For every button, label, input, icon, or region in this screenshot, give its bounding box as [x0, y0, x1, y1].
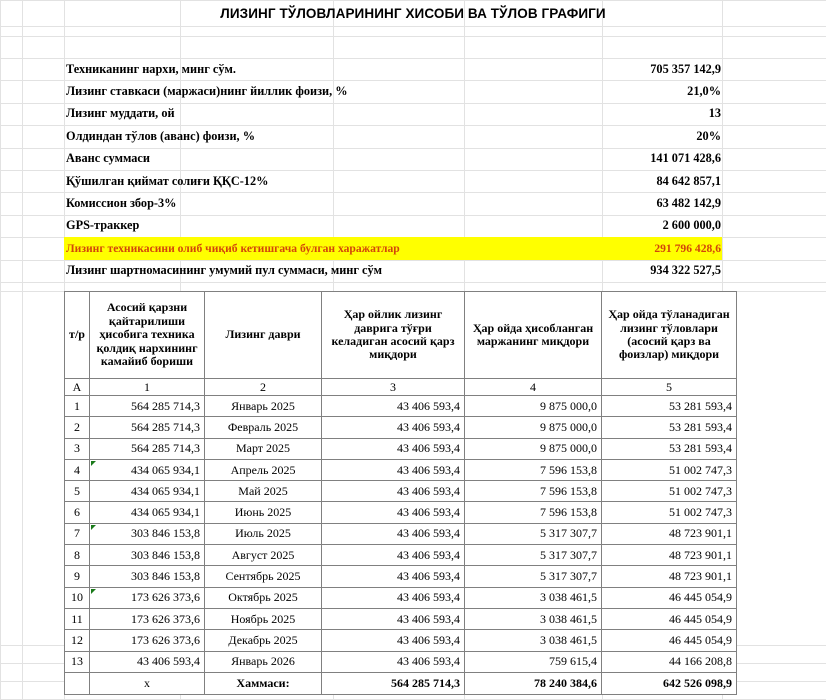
cell-principal-balance: 434 065 934,1 [90, 502, 205, 523]
table-row [65, 545, 737, 566]
header-principal-balance: Асосий қарзни қайтарилиши ҳисобига техника қолдиқ нархининг камайиб бориши [90, 292, 205, 379]
parameter-value: 291 796 428,6 [654, 241, 721, 255]
cell-period: Сентябрь 2025 [205, 566, 322, 587]
table-row [65, 459, 737, 480]
total-cell-period: Хаммаси: [205, 672, 322, 694]
cell-principal-balance: 43 406 593,4 [90, 651, 205, 672]
cell-period: Январь 2025 [205, 396, 322, 417]
cell-margin: 3 038 461,5 [465, 630, 602, 651]
cell-margin: 5 317 307,7 [465, 523, 602, 544]
cell-margin: 9 875 000,0 [465, 417, 602, 438]
total-cell-index [65, 672, 90, 694]
cell-margin: 3 038 461,5 [465, 608, 602, 629]
table-row [65, 651, 737, 672]
parameter-label: Лизинг шартномасининг умумий пул суммаси, минг сўм [66, 263, 383, 278]
cell-principal-balance: 303 846 153,8 [90, 523, 205, 544]
cell-principal-payment: 43 406 593,4 [322, 608, 465, 629]
total-cell-principal-balance: х [90, 672, 205, 694]
cell-period: Февраль 2025 [205, 417, 322, 438]
parameter-value: 84 642 857,1 [656, 173, 721, 188]
parameter-label: Лизинг ставкаси (маржаси)нинг йиллик фоизи, % [66, 84, 348, 99]
cell-total-payment: 48 723 901,1 [602, 566, 737, 587]
table-row [65, 438, 737, 459]
cell-principal-payment: 43 406 593,4 [322, 630, 465, 651]
cell-total-payment: 51 002 747,3 [602, 459, 737, 480]
cell-principal-balance: 303 846 153,8 [90, 545, 205, 566]
colnum-4: 4 [465, 379, 602, 396]
grid-row-line [0, 36, 826, 37]
cell-principal-balance: 173 626 373,6 [90, 608, 205, 629]
cell-principal-payment: 43 406 593,4 [322, 545, 465, 566]
header-total-payment: Ҳар ойда тўланадиган лизинг тўловлари (асосий қарз ва фоизлар) миқдори [602, 292, 737, 379]
colnum-2: 2 [205, 379, 322, 396]
parameter-value: 2 600 000,0 [662, 218, 721, 233]
cell-period: Май 2025 [205, 481, 322, 502]
cell-index: 9 [65, 566, 90, 587]
parameter-value: 705 357 142,9 [650, 61, 721, 76]
cell-index: 8 [65, 545, 90, 566]
cell-principal-balance: 564 285 714,3 [90, 396, 205, 417]
total-cell-total-payment: 642 526 098,9 [602, 672, 737, 694]
table-row [65, 608, 737, 629]
cell-principal-payment: 43 406 593,4 [322, 502, 465, 523]
cell-period: Август 2025 [205, 545, 322, 566]
parameter-value: 63 482 142,9 [656, 196, 721, 211]
parameter-row [64, 170, 722, 192]
cell-principal-balance: 434 065 934,1 [90, 459, 205, 480]
parameter-label: Лизинг муддати, ой [66, 106, 175, 121]
cell-total-payment: 48 723 901,1 [602, 523, 737, 544]
grid-row-line [0, 26, 826, 27]
cell-index: 13 [65, 651, 90, 672]
page-title [0, 0, 826, 26]
cell-index: 2 [65, 417, 90, 438]
cell-total-payment: 53 281 593,4 [602, 438, 737, 459]
schedule-header-row [65, 292, 737, 379]
cell-period: Ноябрь 2025 [205, 608, 322, 629]
schedule-column-numbers-row [65, 379, 737, 396]
payment-schedule-table [64, 291, 737, 695]
cell-margin: 5 317 307,7 [465, 566, 602, 587]
cell-principal-payment: 43 406 593,4 [322, 587, 465, 608]
cell-margin: 7 596 153,8 [465, 481, 602, 502]
cell-principal-payment: 43 406 593,4 [322, 651, 465, 672]
cell-index: 4 [65, 459, 90, 480]
cell-principal-payment: 43 406 593,4 [322, 523, 465, 544]
table-row [65, 417, 737, 438]
cell-total-payment: 46 445 054,9 [602, 587, 737, 608]
colnum-5: 5 [602, 379, 737, 396]
cell-principal-payment: 43 406 593,4 [322, 417, 465, 438]
page-title-text: ЛИЗИНГ ТЎЛОВЛАРИНИНГ ХИСОБИ ВА ТЎЛОВ ГРАФИГИ [220, 5, 606, 21]
cell-margin: 9 875 000,0 [465, 438, 602, 459]
schedule-header [65, 292, 737, 396]
parameters-block [64, 58, 722, 282]
parameter-row [64, 103, 722, 125]
parameter-row [64, 192, 722, 214]
cell-total-payment: 53 281 593,4 [602, 396, 737, 417]
header-index: т/р [65, 292, 90, 379]
cell-principal-payment: 43 406 593,4 [322, 396, 465, 417]
colnum-1: 1 [90, 379, 205, 396]
parameter-row [64, 80, 722, 102]
cell-index: 1 [65, 396, 90, 417]
table-row [65, 396, 737, 417]
cell-margin: 5 317 307,7 [465, 545, 602, 566]
parameter-value: 141 071 428,6 [650, 151, 721, 166]
cell-margin: 7 596 153,8 [465, 459, 602, 480]
parameter-label: Олдиндан тўлов (аванс) фоизи, % [66, 128, 255, 143]
cell-total-payment: 51 002 747,3 [602, 481, 737, 502]
cell-principal-balance: 173 626 373,6 [90, 630, 205, 651]
table-row [65, 566, 737, 587]
cell-total-payment: 46 445 054,9 [602, 608, 737, 629]
cell-index: 6 [65, 502, 90, 523]
parameter-value: 20% [696, 128, 721, 143]
cell-period: Март 2025 [205, 438, 322, 459]
cell-margin: 9 875 000,0 [465, 396, 602, 417]
parameter-label: Аванс суммаси [66, 151, 150, 166]
colnum-a: А [65, 379, 90, 396]
cell-index: 3 [65, 438, 90, 459]
parameter-label: Қўшилган қиймат солиғи ҚҚС-12% [66, 173, 269, 188]
cell-total-payment: 46 445 054,9 [602, 630, 737, 651]
parameter-value: 21,0% [687, 84, 721, 99]
header-period: Лизинг даври [205, 292, 322, 379]
grid-row-line [0, 282, 826, 283]
cell-index: 5 [65, 481, 90, 502]
cell-period: Январь 2026 [205, 651, 322, 672]
parameter-value: 934 322 527,5 [650, 263, 721, 278]
parameter-value: 13 [708, 106, 721, 121]
cell-principal-balance: 303 846 153,8 [90, 566, 205, 587]
cell-index: 12 [65, 630, 90, 651]
parameter-row [64, 215, 722, 237]
cell-total-payment: 53 281 593,4 [602, 417, 737, 438]
table-row [65, 502, 737, 523]
cell-margin: 7 596 153,8 [465, 502, 602, 523]
parameter-label: Лизинг техникасини олиб чиқиб кетишгача булган харажатлар [66, 241, 400, 255]
table-total-row [65, 672, 737, 694]
cell-principal-balance: 173 626 373,6 [90, 587, 205, 608]
header-principal-payment: Ҳар ойлик лизинг даврига тўғри келадиган асосий қарз миқдори [322, 292, 465, 379]
cell-principal-balance: 564 285 714,3 [90, 438, 205, 459]
cell-period: Октябрь 2025 [205, 587, 322, 608]
parameter-label: Комиссион збор-3% [66, 196, 177, 211]
cell-index: 7 [65, 523, 90, 544]
parameter-row [64, 260, 722, 282]
cell-principal-payment: 43 406 593,4 [322, 438, 465, 459]
cell-margin: 3 038 461,5 [465, 587, 602, 608]
cell-total-payment: 48 723 901,1 [602, 545, 737, 566]
cell-principal-payment: 43 406 593,4 [322, 459, 465, 480]
table-row [65, 630, 737, 651]
cell-period: Апрель 2025 [205, 459, 322, 480]
parameter-row [64, 58, 722, 80]
parameter-label: Техниканинг нархи, минг сўм. [66, 61, 236, 76]
schedule-body [65, 396, 737, 695]
header-margin: Ҳар ойда ҳисобланган маржанинг миқдори [465, 292, 602, 379]
cell-principal-payment: 43 406 593,4 [322, 481, 465, 502]
parameter-label: GPS-траккер [66, 218, 140, 233]
cell-principal-payment: 43 406 593,4 [322, 566, 465, 587]
cell-period: Декабрь 2025 [205, 630, 322, 651]
cell-margin: 759 615,4 [465, 651, 602, 672]
table-row [65, 523, 737, 544]
total-cell-principal-payment: 564 285 714,3 [322, 672, 465, 694]
cell-period: Июль 2025 [205, 523, 322, 544]
grid-column-line [0, 0, 1, 700]
cell-index: 10 [65, 587, 90, 608]
cell-total-payment: 44 166 208,8 [602, 651, 737, 672]
grid-column-line [22, 0, 23, 700]
parameter-row [64, 148, 722, 170]
cell-period: Июнь 2025 [205, 502, 322, 523]
cell-total-payment: 51 002 747,3 [602, 502, 737, 523]
table-row [65, 481, 737, 502]
parameter-row [64, 237, 722, 259]
cell-index: 11 [65, 608, 90, 629]
parameter-row [64, 125, 722, 147]
cell-principal-balance: 564 285 714,3 [90, 417, 205, 438]
cell-principal-balance: 434 065 934,1 [90, 481, 205, 502]
total-cell-margin: 78 240 384,6 [465, 672, 602, 694]
table-row [65, 587, 737, 608]
colnum-3: 3 [322, 379, 465, 396]
